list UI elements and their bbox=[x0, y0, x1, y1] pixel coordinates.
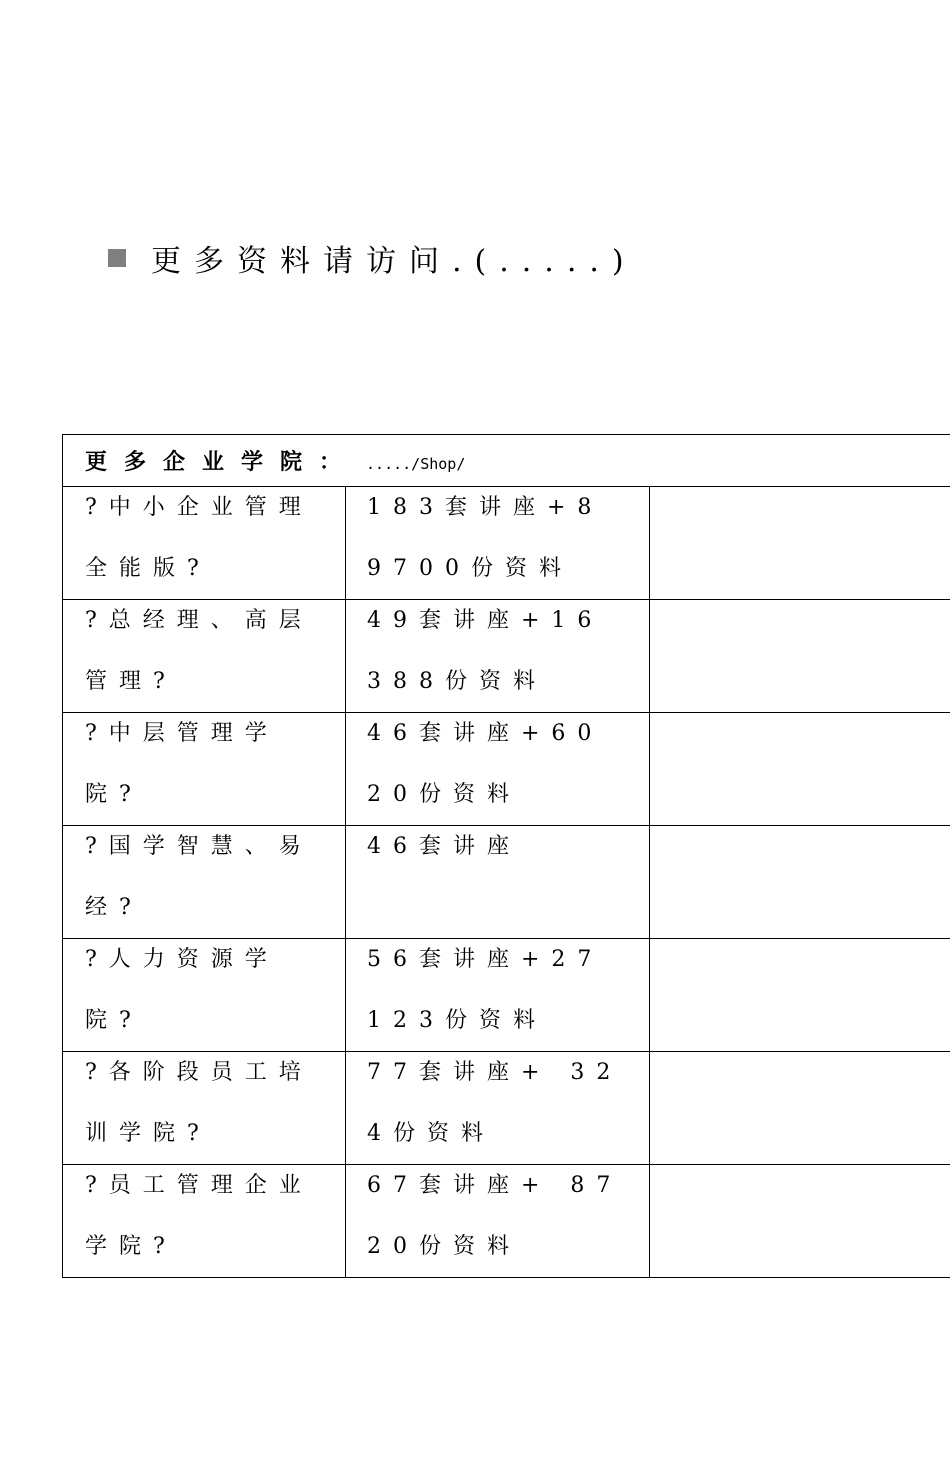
empty-cell bbox=[650, 487, 950, 600]
resource-count: 77套讲座+ 324份资料 bbox=[367, 1060, 623, 1146]
resource-count: 67套讲座+ 8720份资料 bbox=[367, 1173, 623, 1259]
academy-name-cell bbox=[63, 1165, 346, 1278]
header-url-link[interactable]: ...../Shop/ bbox=[366, 455, 466, 473]
academy-name-cell bbox=[63, 487, 346, 600]
academy-name[interactable]: ?中层管理学院? bbox=[85, 721, 279, 807]
resource-count: 49套讲座+16388份资料 bbox=[367, 608, 604, 694]
table-row bbox=[63, 1052, 950, 1165]
empty-cell bbox=[650, 826, 950, 939]
table-row bbox=[63, 487, 950, 600]
table-row bbox=[63, 713, 950, 826]
academy-table bbox=[62, 434, 950, 1278]
empty-cell bbox=[650, 1165, 950, 1278]
table-row bbox=[63, 600, 950, 713]
academy-name[interactable]: ?总经理、高层管理? bbox=[85, 608, 313, 694]
academy-name-cell bbox=[63, 939, 346, 1052]
table-row bbox=[63, 939, 950, 1052]
resource-count: 46套讲座+6020份资料 bbox=[367, 721, 604, 807]
resource-count: 46套讲座 bbox=[367, 834, 521, 859]
square-bullet-icon bbox=[108, 249, 126, 267]
resource-count-cell bbox=[346, 1165, 650, 1278]
academy-name-cell bbox=[63, 826, 346, 939]
resource-count-cell bbox=[346, 1052, 650, 1165]
resource-count-cell bbox=[346, 487, 650, 600]
academy-name[interactable]: ?员工管理企业学院? bbox=[85, 1173, 313, 1259]
resource-count: 183套讲座+89700份资料 bbox=[367, 495, 604, 581]
resource-count-cell bbox=[346, 939, 650, 1052]
academy-name[interactable]: ?中小企业管理全能版? bbox=[85, 495, 313, 581]
empty-cell bbox=[650, 600, 950, 713]
heading-text: 更多资料请访问.(.....) bbox=[151, 244, 637, 279]
empty-cell bbox=[650, 939, 950, 1052]
empty-cell bbox=[650, 713, 950, 826]
empty-cell bbox=[650, 1052, 950, 1165]
academy-name-cell bbox=[63, 600, 346, 713]
header-label: 更多企业学院： bbox=[85, 450, 359, 475]
academy-name-cell bbox=[63, 713, 346, 826]
resource-count-cell bbox=[346, 600, 650, 713]
table-row bbox=[63, 826, 950, 939]
academy-name-cell bbox=[63, 1052, 346, 1165]
resource-count: 56套讲座+27123份资料 bbox=[367, 947, 604, 1033]
resource-count-cell bbox=[346, 713, 650, 826]
academy-name[interactable]: ?人力资源学院? bbox=[85, 947, 279, 1033]
table-row bbox=[63, 1165, 950, 1278]
academy-name[interactable]: ?国学智慧、易经? bbox=[85, 834, 313, 920]
academy-name[interactable]: ?各阶段员工培训学院? bbox=[85, 1060, 313, 1146]
page-heading bbox=[108, 236, 637, 280]
resource-count-cell bbox=[346, 826, 650, 939]
